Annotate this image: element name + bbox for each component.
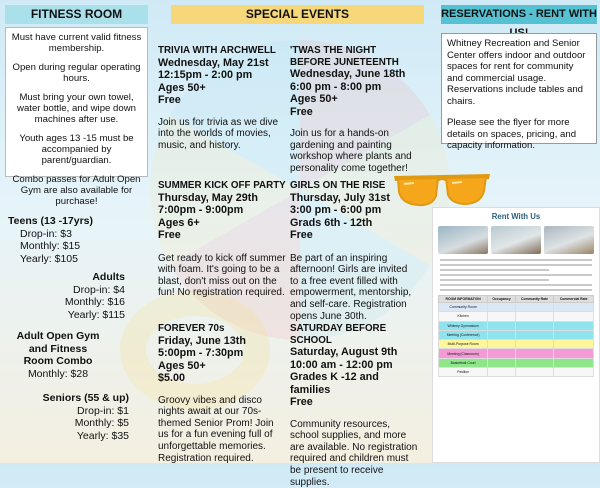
column-header: Community Rate <box>515 296 554 303</box>
reservations-flyer-note: Please see the flyer for more details on spaces, pricing, and capacity information. <box>447 117 577 151</box>
teens-pricing <box>8 215 93 265</box>
table-row: Meeting (Conference) <box>439 330 594 339</box>
event-name: GIRLS ON THE RISE <box>290 180 386 191</box>
fitness-rule: Combo passes for Adult Open Gym are also available for purchase! <box>12 174 141 207</box>
event-name: 'TWAS THE NIGHT <box>290 45 377 56</box>
fitness-room-header: FITNESS ROOM <box>5 5 148 24</box>
seniors-yearly: Yearly: $35 <box>76 429 129 442</box>
table-row: Basketball Court <box>439 358 594 367</box>
event-ages: Grads 6th - 12th <box>290 216 373 229</box>
seniors-pricing <box>43 392 129 442</box>
event-cost: Free <box>290 105 313 118</box>
event-time: 7:00pm - 9:00pm <box>158 204 244 217</box>
event-name: TRIVIA WITH ARCHWELL <box>158 45 276 56</box>
combo-title-line2: and Fitness <box>28 342 88 355</box>
event-juneteenth <box>290 45 418 175</box>
event-description: Get ready to kick off summer with foam. It's going to be a blast, don't miss out on the fun! No registration required. <box>158 252 286 299</box>
rent-with-us-flyer <box>432 207 600 463</box>
adults-dropin: Drop-in: $4 <box>73 283 125 296</box>
event-time: 12:15pm - 2:00 pm <box>158 69 253 82</box>
table-row: Community Room <box>439 303 594 312</box>
table-row: Meeting (Classroom) <box>439 349 594 358</box>
reservations-header: RESERVATIONS - RENT WITH <box>441 5 597 24</box>
event-cost: Free <box>290 229 313 242</box>
event-name-line2: BEFORE JUNETEENTH <box>290 56 399 68</box>
fitness-rules-box <box>5 27 148 207</box>
adults-yearly: Yearly: $115 <box>67 308 125 321</box>
event-ages: Ages 50+ <box>158 359 206 372</box>
teens-title: Teens (13 -17yrs) <box>8 215 94 227</box>
special-events-header: SPECIAL EVENTS <box>171 5 424 24</box>
column-header: Commercial Rate <box>554 296 594 303</box>
event-forever-70s <box>158 323 286 464</box>
event-ages: Ages 50+ <box>158 81 206 94</box>
room-photo <box>491 226 541 254</box>
adults-pricing <box>65 271 125 321</box>
adults-title: Adults <box>92 271 125 283</box>
teens-dropin: Drop-in: $3 <box>20 227 72 240</box>
combo-pricing <box>8 330 108 380</box>
column-header: ROOM INFORMATION <box>439 296 488 303</box>
event-name: SATURDAY BEFORE SCHOOL <box>290 323 387 346</box>
event-cost: Free <box>290 396 313 409</box>
event-ages: Ages 6+ <box>158 216 200 229</box>
fitness-rule: Must have current valid fitness membership. <box>11 32 142 54</box>
event-name: SUMMER KICK OFF PARTY <box>158 180 286 191</box>
event-saturday-before-school <box>290 323 418 488</box>
event-time: 5:00pm - 7:30pm <box>158 347 244 360</box>
combo-title-line3: Room Combo <box>23 355 93 367</box>
event-date: Saturday, August 9th <box>290 346 398 359</box>
teens-monthly: Monthly: $15 <box>20 240 81 252</box>
event-description: Be part of an inspiring afternoon! Girls are invited to a free event filled with empowerment, mentorship, and self-care. Registration opens June 30th. <box>290 252 412 322</box>
seniors-title: Seniors (55 & up) <box>42 392 129 404</box>
room-photo <box>438 226 488 254</box>
event-time: 10:00 am - 12:00 pm <box>290 358 393 371</box>
flyer-fine-print <box>438 259 594 291</box>
reservations-box <box>441 33 597 151</box>
room-photo <box>544 226 594 254</box>
reservations-text: Whitney Recreation and Senior Center offers indoor and outdoor spaces for rent for community and commercial usage. Reservations include tables and chairs. <box>447 38 586 107</box>
flyer-title: Rent With Us <box>491 212 541 221</box>
event-cost: Free <box>158 94 181 107</box>
event-cost: $5.00 <box>158 372 186 385</box>
event-date: Thursday, May 29th <box>158 191 258 204</box>
event-ages: Grades K -12 and families <box>290 371 379 396</box>
fitness-rule: Youth ages 13 -15 must be accompanied by parent/guardian. <box>19 133 134 166</box>
combo-title-line1: Adult Open Gym <box>16 330 100 342</box>
event-name: FOREVER 70s <box>158 323 225 334</box>
event-summer-kickoff <box>158 180 286 299</box>
adults-monthly: Monthly: $16 <box>64 296 125 308</box>
table-row: Pavilion <box>439 368 594 377</box>
event-date: Wednesday, May 21st <box>158 56 269 69</box>
table-row: Multi-Purpose Room <box>439 340 594 349</box>
event-date: Wednesday, June 18th <box>290 68 406 81</box>
flyer-photos <box>438 226 594 254</box>
teens-yearly: Yearly: $105 <box>20 252 78 265</box>
event-description: Join us for a hands-on gardening and painting workshop where plants and personality come together! <box>290 128 412 174</box>
table-row: Kitchen <box>439 312 594 321</box>
event-date: Thursday, July 31st <box>290 191 391 204</box>
combo-monthly: Monthly: $28 <box>27 367 89 380</box>
fitness-rule: Must bring your own towel, water bottle, and wipe down machines after use. <box>17 92 136 125</box>
event-description: Join us for trivia as we dive into the worlds of movies, music, and history. <box>158 116 279 151</box>
event-date: Friday, June 13th <box>158 334 246 347</box>
table-row: Whitney Gymnasium <box>439 321 594 330</box>
seniors-dropin: Drop-in: $1 <box>77 404 129 417</box>
column-header: Occupancy <box>488 296 515 303</box>
sunglasses-icon <box>392 170 492 210</box>
rental-rate-table <box>438 295 594 377</box>
event-time: 6:00 pm - 8:00 pm <box>290 80 382 93</box>
event-ages: Ages 50+ <box>290 93 338 106</box>
seniors-monthly: Monthly: $5 <box>74 417 129 429</box>
event-time: 3:00 pm - 6:00 pm <box>290 204 382 217</box>
event-description: Community resources, school supplies, and more are available. No registration required and children must be present to receive supplies. <box>290 418 418 488</box>
event-cost: Free <box>158 229 181 242</box>
fitness-rule: Open during regular operating hours. <box>12 62 141 84</box>
event-trivia <box>158 45 286 151</box>
event-description: Groovy vibes and disco nights await at our 70s-themed Senior Prom! Join us for a fun evening full of unforgettable memories. Registration required. <box>158 394 274 464</box>
